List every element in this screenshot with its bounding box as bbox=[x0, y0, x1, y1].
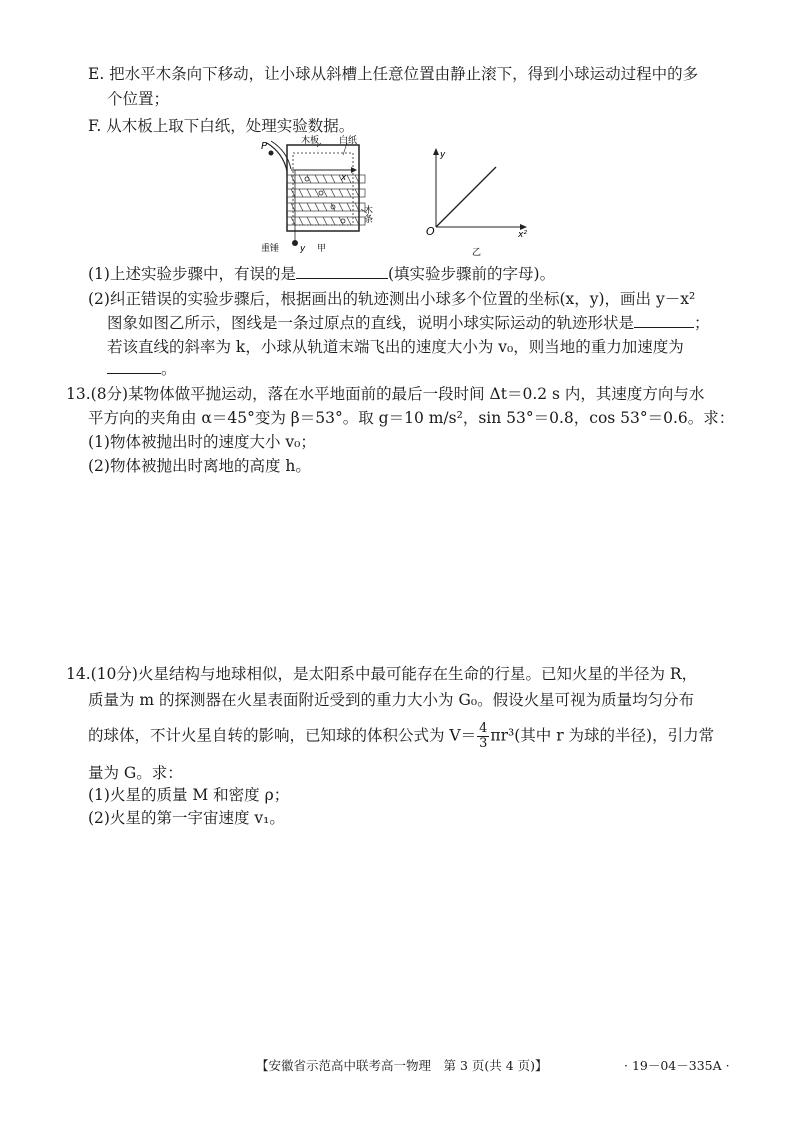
q12-part2-blank-g[interactable] bbox=[107, 359, 161, 374]
q12-part2-line4-suffix: 。 bbox=[161, 360, 177, 378]
label-zhongchui: 重锤 bbox=[261, 244, 280, 254]
label-baizhi: 白纸 bbox=[339, 136, 358, 146]
q13-line4: (2)物体被抛出时离地的高度 h。 bbox=[88, 457, 311, 475]
volume-fraction bbox=[477, 722, 489, 751]
q12-part1-blank[interactable] bbox=[296, 264, 388, 279]
graph-line bbox=[436, 167, 496, 227]
q12-part2-blank-shape[interactable] bbox=[634, 313, 694, 328]
plumb-bob bbox=[292, 240, 298, 246]
label-p: P bbox=[261, 141, 268, 152]
trajectory-points bbox=[305, 177, 345, 223]
q12-part2-line1: (2)纠正错误的实验步骤后，根据画出的轨迹测出小球多个位置的坐标(x，y)，画出 y－x² bbox=[88, 290, 696, 308]
q14-line3-prefix: 的球体，不计火星自转的影响，已知球的体积公式为 V＝ bbox=[88, 726, 477, 745]
q14-line5: (1)火星的质量 M 和密度 ρ； bbox=[88, 786, 290, 804]
q12-part2-line4 bbox=[107, 359, 177, 379]
q14-line6: (2)火星的第一宇宙速度 v₁。 bbox=[88, 809, 285, 827]
step-f-line: F. 从木板上取下白纸，处理实验数据。 bbox=[88, 117, 355, 135]
q14-line3 bbox=[88, 722, 714, 751]
fraction-denominator: 3 bbox=[479, 736, 488, 751]
ball bbox=[269, 151, 274, 156]
q12-part2-line2 bbox=[107, 313, 710, 333]
q13-line3: (1)物体被抛出时的速度大小 v₀； bbox=[88, 433, 316, 451]
q12-part1 bbox=[88, 264, 555, 284]
label-mutiao: 木条 bbox=[362, 205, 372, 223]
q14-line2: 质量为 m 的探测器在火星表面附近受到的重力大小为 G₀。假设火星可视为质量均匀分布 bbox=[88, 691, 695, 709]
q13-line2: 平方向的夹角由 α＝45°变为 β＝53°。取 g＝10 m/s²，sin 53°＝0.8，cos 53°＝0.6。求： bbox=[88, 409, 735, 427]
figure-jia bbox=[255, 133, 390, 263]
q12-part1-suffix: (填实验步骤前的字母)。 bbox=[387, 265, 556, 283]
label-o: O bbox=[426, 225, 435, 238]
caption-yi: 乙 bbox=[472, 248, 482, 258]
q14-line4: 量为 G。求： bbox=[88, 764, 183, 782]
board-outline bbox=[287, 145, 359, 231]
q12-part1-prefix: (1)上述实验步骤中，有误的是 bbox=[88, 265, 296, 283]
q13-line1: 13.(8分)某物体做平抛运动，落在水平地面前的最后一段时间 Δt＝0.2 s 内，其速度方向与水 bbox=[66, 385, 705, 403]
x-axis-arrow bbox=[351, 167, 357, 173]
label-y: y bbox=[300, 244, 306, 254]
label-x2: x² bbox=[518, 230, 527, 240]
figure-yi bbox=[420, 145, 535, 260]
step-e-line1: E. 把水平木条向下移动，让小球从斜槽上任意位置由静止滚下，得到小球运动过程中的多 bbox=[88, 65, 699, 83]
chute bbox=[267, 143, 287, 171]
fraction-numerator: 4 bbox=[479, 721, 488, 736]
label-x: x bbox=[341, 173, 347, 183]
q12-part2-line2-suffix: ； bbox=[694, 314, 710, 332]
footer-center: 【安徽省示范高中联考高一物理 第 3 页(共 4 页)】 bbox=[256, 1058, 548, 1073]
q12-part2-line3: 若该直线的斜率为 k，小球从轨道末端飞出的速度大小为 v₀，则当地的重力加速度为 bbox=[107, 338, 684, 356]
label-y-yi: y bbox=[440, 150, 446, 160]
q14-line3-suffix: πr³(其中 r 为球的半径)，引力常 bbox=[490, 726, 715, 745]
caption-jia: 甲 bbox=[317, 244, 327, 254]
q14-line1: 14.(10分)火星结构与地球相似，是太阳系中最可能存在生命的行星。已知火星的半径为 R， bbox=[66, 665, 698, 683]
q12-part2-line2-prefix: 图象如图乙所示，图线是一条过原点的直线，说明小球实际运动的轨迹形状是 bbox=[107, 314, 635, 332]
y-axis-arrow bbox=[433, 148, 439, 155]
step-e-line2: 个位置； bbox=[107, 90, 170, 108]
label-muban: 木板 bbox=[301, 136, 320, 146]
footer-right: · 19－04－335A · bbox=[624, 1058, 730, 1073]
